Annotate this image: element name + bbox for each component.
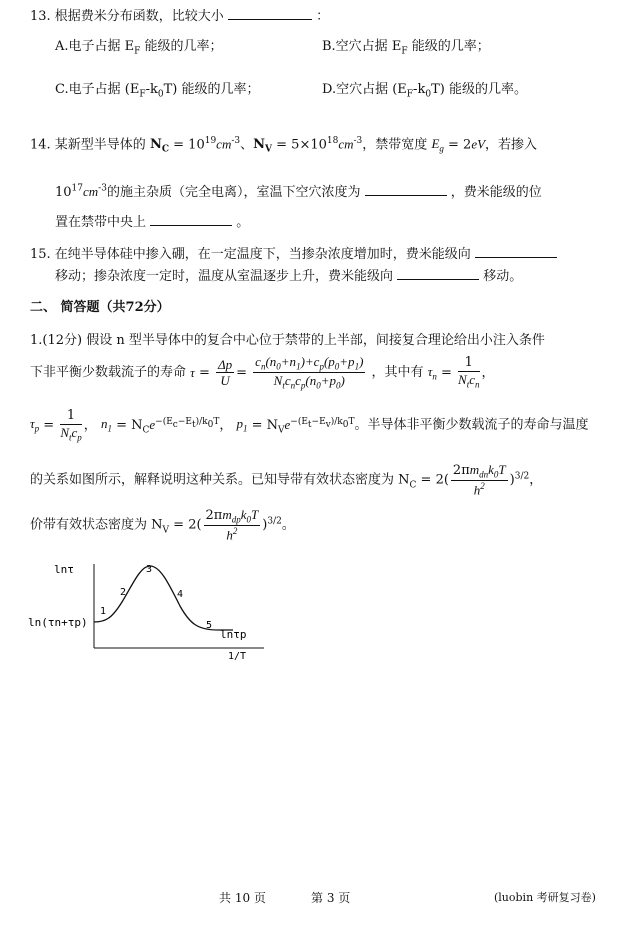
q14-line1: 14. 某新型半导体的 $N_C = 10^{19}cm^{-3}$、$N_V = 5\times 10^{18}cm^{-3}$，禁带宽度 $E_g = 2eV$，若掺入 — [30, 136, 538, 155]
right-curve-label: lnτp — [220, 628, 247, 641]
q15-line1: 15. 在纯半导体硅中掺入硼，在一定温度下，当掺杂浓度增加时，费米能级向 — [30, 245, 557, 263]
q14-blank-hole-concentration[interactable] — [365, 183, 447, 196]
x-axis-label: 1/T — [228, 651, 247, 662]
q14-blank-fermi-position[interactable] — [150, 213, 232, 226]
q13-option-c: C.电子占据 $(E_F-k_0T)$ 能级的几率； — [55, 82, 260, 100]
point-3-label: 3 — [146, 564, 153, 575]
q15-blank-2[interactable] — [397, 267, 479, 280]
lifetime-curve — [94, 566, 233, 630]
footer-total-pages: 共 10 页 — [219, 891, 266, 905]
footer-source: (luobin 考研复习卷) — [494, 891, 596, 904]
q13-option-a: A.电子占据 $E_F$ 能级的几率； — [55, 39, 223, 57]
q15-line2: 移动；掺杂浓度一定时，温度从室温逐步上升，费米能级向 移动。 — [55, 269, 523, 284]
y-axis-label: lnτ — [54, 563, 74, 576]
q13-blank[interactable] — [228, 7, 312, 20]
section-title: 二、 简答题（共72分） — [30, 300, 170, 315]
point-5-label: 5 — [206, 620, 213, 631]
footer-page-number: 第 3 页 — [311, 891, 351, 905]
q1-line3: $\tau_p$ = $\frac{1}{N_tc_p}$ ， $n_1 = N_Ce^{-(E_c-E_t)/k_0T}$， $p_1 = N_Ve^{-(E_t-E_v)/k_0T}$。半导体非平衡少数载流子的寿命与温度 — [30, 408, 589, 443]
q1-line5: 价带有效状态密度为 $N_V = 2$( $\frac{2\pi m_{dp}k_0T}{h^2}$ )$^{3/2}$。 — [30, 507, 295, 543]
q1-line4: 的关系如图所示，解释说明这种关系。已知导带有效状态密度为 $N_C = 2$( $\frac{2\pi m_{dn}k_0T}{h^2}$ )$^{3/2}$， — [30, 462, 543, 498]
lifetime-temperature-graph — [28, 560, 268, 664]
q15-blank-1[interactable] — [475, 245, 557, 258]
q1-line1: 1.(12分) 假设 n 型半导体中的复合中心位于禁带的上半部，间接复合理论给出小注入条件 — [30, 333, 545, 348]
q14-line3: 置在禁带中央上 。 — [55, 215, 250, 230]
left-curve-label: ln(τn+τp) — [28, 616, 88, 629]
point-4-label: 4 — [177, 589, 184, 600]
point-2-label: 2 — [120, 587, 127, 598]
q1-line2: 下非平衡少数载流子的寿命 τ = $\frac{\Delta p}{U}$ = $\frac{c_n(n_0+n_1)+c_p(p_0+p_1)}{N_tc_nc_p(n_0+p_0)}$ ，其中有 $\tau_n$ = $\frac{1}{N_tc_n}$ ， — [30, 354, 495, 391]
q13-option-b: B.空穴占据 $E_F$ 能级的几率； — [322, 39, 490, 57]
q14-line2: $10^{17}cm^{-3}$的施主杂质（完全电离），室温下空穴浓度为 ，费米能级的位 — [55, 183, 542, 200]
q13-option-d: D.空穴占据 $(E_F-k_0T)$ 能级的几率。 — [322, 82, 527, 100]
point-1-label: 1 — [100, 606, 107, 617]
q13-stem: 13. 根据费米分布函数，比较大小 ： — [30, 9, 330, 24]
